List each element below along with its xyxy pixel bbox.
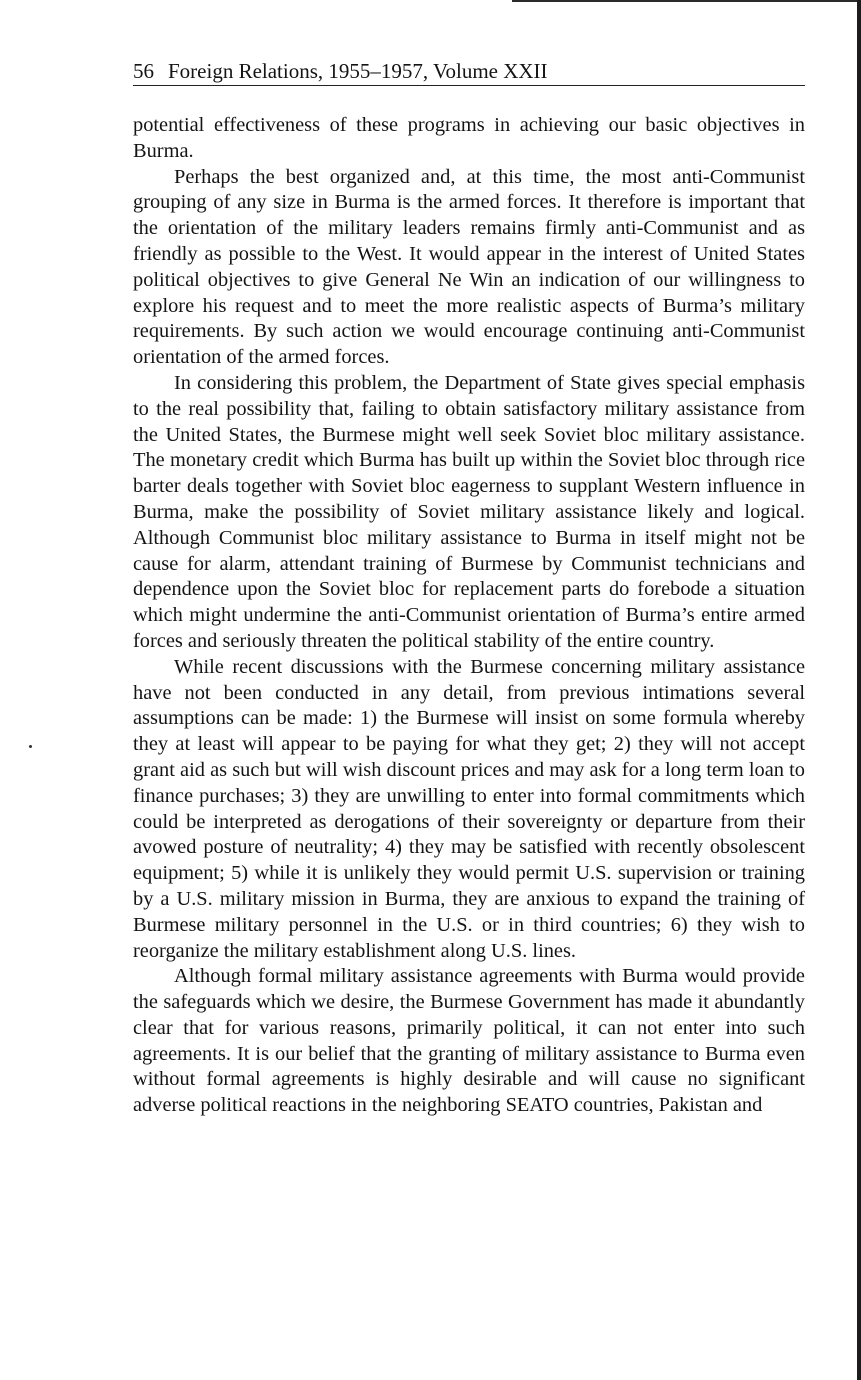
scan-speck bbox=[29, 745, 32, 748]
paragraph-armed-forces: Perhaps the best organized and, at this time, the most anti-Communist grouping of any size in Burma is the armed forces. It therefore is important that the orientation of the military leaders remains firmly anti-Communist and as friendly as possible to the West. It would appear in the interest of United States political objectives to give General Ne Win an indication of our willingness to explore his request and to meet the more realistic aspects of Burma’s military requirements. By such action we would encourage continuing anti-Communist orientation of the armed forces. bbox=[133, 165, 805, 369]
page-number: 56 bbox=[133, 59, 154, 83]
running-title: Foreign Relations, 1955–1957, Volume XXII bbox=[168, 59, 548, 83]
paragraph-agreements: Although formal military assistance agreements with Burma would provide the safeguards which we desire, the Burmese Government has made it abundantly clear that for various reasons, primarily political, it can not enter into such agreements. It is our belief that the granting of military assistance to Burma even without formal agreements is highly desirable and will cause no significant adverse political reactions in the neighboring SEATO countries, Pakistan and bbox=[133, 965, 805, 1117]
paragraph-continuation: potential effectiveness of these programs in achieving our basic objectives in Burma. bbox=[133, 114, 805, 162]
paragraph-soviet-bloc: In considering this problem, the Department of State gives special emphasis to the real possibility that, failing to obtain satisfactory military assistance from the United States, the Burmese might well seek Soviet bloc military assistance. The monetary credit which Burma has built up within the Soviet bloc through rice barter deals together with Soviet bloc eagerness to supplant Western influence in Burma, make the possibility of Soviet military assistance likely and logical. Although Communist bloc military assistance to Burma in itself might not be cause for alarm, attendant training of Burmese by Communist technicians and dependence upon the Soviet bloc for replacement parts do forebode a situation which might undermine the anti-Communist orientation of Burma’s entire armed forces and seriously threaten the political stability of the entire country. bbox=[133, 371, 805, 652]
paragraph-assumptions: While recent discussions with the Burmese concerning military assistance have not been conducted in any detail, from previous intimations several assumptions can be made: 1) the Burmese will insist on some formula whereby they at least will appear to be paying for what they get; 2) they will not accept grant aid as such but will wish discount prices and may ask for a long term loan to finance purchases; 3) they are unwilling to enter into formal commitments which could be interpreted as derogations of their sovereignty or departure from their avowed posture of neutrality; 4) they may be satisfied with recently obsolescent equipment; 5) while it is unlikely they would permit U.S. supervision or training by a U.S. military mission in Burma, they are anxious to expand the training of Burmese military personnel in the U.S. or in third countries; 6) they wish to reorganize the military establishment along U.S. lines. bbox=[133, 655, 805, 962]
document-body bbox=[133, 113, 805, 1119]
scan-right-edge bbox=[857, 0, 861, 1380]
running-header bbox=[133, 57, 805, 86]
scan-top-edge bbox=[512, 0, 861, 2]
